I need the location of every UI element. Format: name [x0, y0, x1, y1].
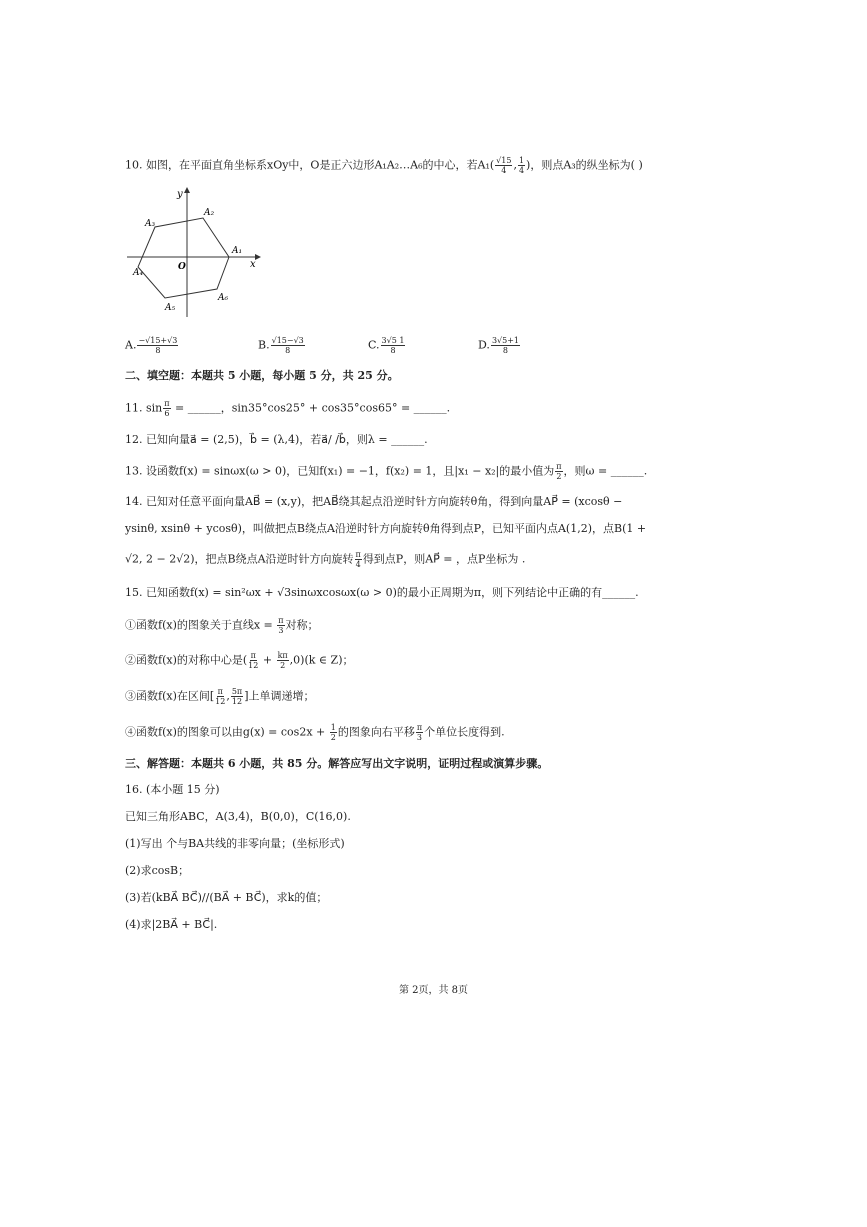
q10-option-c: C. $\frac{3√5 1}{8}$ [368, 336, 405, 355]
origin-label: O [178, 262, 186, 272]
q13: 13. 设函数f(x) = sinωx(ω > 0)，已知f(x₁) = −1，f(x₂) = 1，且|x₁ − x₂|的最小值为 $\frac{\pi}{2}$ ，则ω = ______. [125, 462, 648, 481]
q12: 12. 已知向量a⃗ = (2,5)，b⃗ = (λ,4)，若a⃗/ /b⃗，则λ = ______. [125, 433, 428, 446]
vertex-a4-label: A₄ [133, 268, 144, 278]
page-footer: 第 2页，共 8页 [398, 985, 469, 996]
q10-option-b: B. $\frac{√15-√3}{8}$ [258, 336, 304, 355]
q15-statement-3: ③函数f(x)在区间[ $\frac{\pi}{12}$ , $\frac{5\pi}{12}$ ]上单调递增； [125, 687, 315, 706]
q14-line3: √2, 2 − 2√2)，把点B绕点A沿逆时针方向旋转 $\frac{\pi}{4}$ 得到点P，则AP⃗ = ，点P坐标为 . [125, 550, 526, 569]
section2-title: 二、填空题：本题共 5 小题，每小题 5 分，共 25 分。 [125, 369, 399, 382]
q10-option-a: A. $\frac{-√15+√3}{8}$ [125, 336, 178, 355]
y-label: y [177, 189, 183, 200]
y-axis-arrow [184, 187, 190, 193]
q10-stem: 10. 如图，在平面直角坐标系xOy中，O是正六边形A₁A₂…A₆的中心，若A₁( $\frac{√15}{4}$ , $\frac{1}{4}$ )，则点A₃的纵坐标为( ) [125, 156, 643, 175]
hexagon-figure [125, 185, 265, 320]
q14-line2: ysinθ, xsinθ + ycosθ)，叫做把点B绕点A沿逆时针方向旋转θ角得到点P，已知平面内点A(1,2)，点B(1 + [125, 522, 647, 535]
q16-head: 16. (本小题 15 分) [125, 783, 220, 796]
vertex-a1-label: A₁ [232, 246, 243, 256]
q10-frac-y: $\frac{1}{4}$ [518, 156, 525, 175]
vertex-a5-label: A₅ [165, 303, 176, 313]
q16-part3: (3)若(kBA⃗ BC⃗)//(BA⃗ + BC⃗)，求k的值； [125, 891, 328, 904]
q16-part1: (1)写出 个与BA共线的非零向量；(坐标形式) [125, 837, 345, 850]
vertex-a2-label: A₂ [204, 208, 215, 218]
q14-line1: 14. 已知对任意平面向量AB⃗ = (x,y)，把AB⃗绕其起点沿逆时针方向旋转θ角，得到向量AP⃗ = (xcosθ − [125, 495, 623, 508]
hexagon [138, 218, 229, 298]
q15-stem: 15. 已知函数f(x) = sin²ωx + √3sinωxcosωx(ω > 0)的最小正周期为π，则下列结论中正确的有______. [125, 586, 639, 599]
q16-part2: (2)求cosB； [125, 864, 190, 877]
x-axis-arrow [255, 254, 261, 260]
q11: 11. sin $\frac{\pi}{6}$ = ______，sin35°cos25° + cos35°cos65° = ______. [125, 399, 451, 418]
section3-title: 三、解答题：本题共 6 小题，共 85 分。解答应写出文字说明，证明过程或演算步骤。 [125, 757, 549, 770]
q15-statement-4: ④函数f(x)的图象可以由g(x) = cos2x + $\frac{1}{2}$ 的图象向右平移 $\frac{\pi}{3}$ 个单位长度得到. [125, 723, 505, 742]
q16-given: 已知三角形ABC，A(3,4)，B(0,0)，C(16,0). [125, 810, 351, 823]
q10-frac-x: $\frac{√15}{4}$ [496, 156, 512, 175]
x-label: x [250, 259, 256, 270]
q10-option-d: D. $\frac{3√5+1}{8}$ [478, 336, 520, 355]
q15-statement-1: ①函数f(x)的图象关于直线x = $\frac{\pi}{3}$ 对称； [125, 616, 319, 635]
q15-statement-2: ②函数f(x)的对称中心是( $\frac{\pi}{12}$ + $\frac{k\pi}{2}$ ,0)(k ∈ Z)； [125, 651, 354, 670]
q16-part4: (4)求|2BA⃗ + BC⃗|. [125, 918, 218, 931]
vertex-a6-label: A₆ [218, 293, 229, 303]
vertex-a3-label: A₃ [145, 219, 156, 229]
